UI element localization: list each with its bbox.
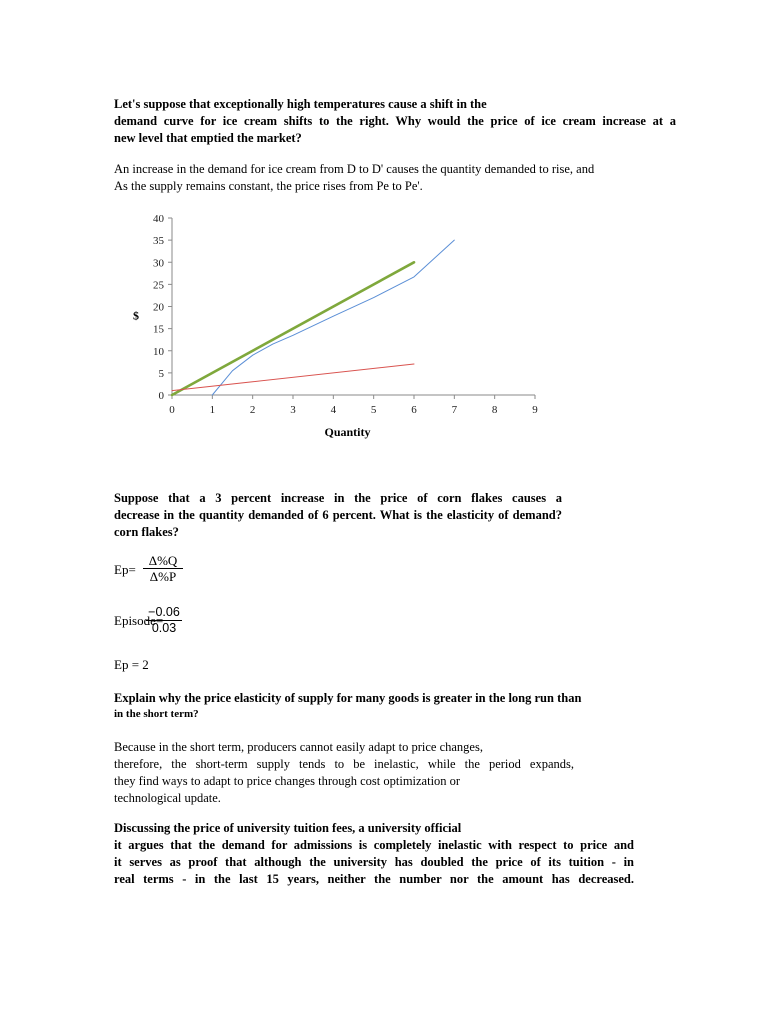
x-tick-label: 6 [411,404,417,416]
answer-3-line-3: they find ways to adapt to price changes through cost optimization or [114,774,461,788]
formula-1-fraction [143,553,183,584]
question-3-line-1: Explain why the price elasticity of supply for many goods is greater in the long run than [114,691,582,705]
x-tick-label: 1 [209,404,216,416]
formula-1-lhs: Ep= [114,562,136,577]
question-2-line-2: decrease in the quantity demanded of 6 percent. What is the elasticity of demand? [114,508,562,522]
answer-3-line-1: Because in the short term, producers cannot easily adapt to price changes, [114,740,483,754]
y-tick-label: 10 [153,345,164,358]
x-tick-label: 3 [290,404,296,416]
question-4-line-2: it argues that the demand for admissions is completely inelastic with respect to price and [114,838,634,852]
formula-1-numerator: Δ%Q [148,553,178,568]
answer-3-line-2: therefore, the short-term supply tends to be inelastic, while the period expands, [114,757,574,771]
y-tick-label: 40 [153,213,164,225]
supply-demand-chart [110,208,550,444]
question-4-line-3: it serves as proof that although the university has doubled the price of its tuition - in [114,855,634,869]
y-tick-label: 5 [158,367,164,380]
y-tick-label: 25 [153,279,164,292]
question-1-line-3: new level that emptied the market? [114,131,302,145]
y-tick-label: 20 [153,301,164,314]
series-line-blue-curve [212,240,454,395]
series-line-red-line [172,364,414,391]
question-4-line-1: Discussing the price of university tuition fees, a university official [114,821,462,835]
y-tick-label: 35 [153,235,164,248]
x-tick-label: 7 [451,404,458,416]
question-4-line-4: real terms - in the last 15 years, neither the number nor the amount has decreased. [114,872,634,886]
x-tick-label: 9 [532,404,538,416]
y-axis-label: $ [133,308,139,323]
y-tick-label: 15 [153,323,164,336]
formula-2-numerator: −0.06 [148,605,180,619]
question-2-line-3: corn flakes? [114,525,179,539]
y-tick-label: 30 [153,257,164,270]
question-2-line-1: Suppose that a 3 percent increase in the price of corn flakes causes a [114,491,562,505]
formula-2-lhs: Episode= [114,613,164,628]
x-tick-label: 2 [249,404,256,416]
question-3-line-2: in the short term? [114,708,199,720]
x-tick-label: 0 [169,404,175,416]
x-axis-label: Quantity [324,425,371,439]
x-tick-label: 8 [491,404,498,416]
answer-1-line-2: As the supply remains constant, the price rises from Pe to Pe'. [114,179,423,193]
elasticity-result: Ep = 2 [114,657,149,672]
question-1-line-2: demand curve for ice cream shifts to the right. Why would the price of ice cream increase at a [114,114,676,128]
question-1 [114,96,676,147]
question-3 [114,690,634,722]
question-4 [114,820,634,888]
y-tick-label: 0 [158,390,164,402]
formula-2-denominator: 0.03 [151,621,177,635]
answer-1 [114,161,674,195]
x-tick-label: 5 [370,404,377,416]
formula-1-denominator: Δ%P [149,569,177,584]
formula-2-fraction [146,605,182,636]
answer-3-line-4: technological update. [114,791,221,805]
x-tick-label: 4 [330,404,337,416]
answer-3 [114,739,574,807]
series-line-green-line [172,262,414,395]
question-2 [114,490,562,541]
answer-1-line-1: An increase in the demand for ice cream from D to D' causes the quantity demanded to rise, and [114,162,595,176]
question-1-line-1: Let's suppose that exceptionally high temperatures cause a shift in the [114,97,487,111]
